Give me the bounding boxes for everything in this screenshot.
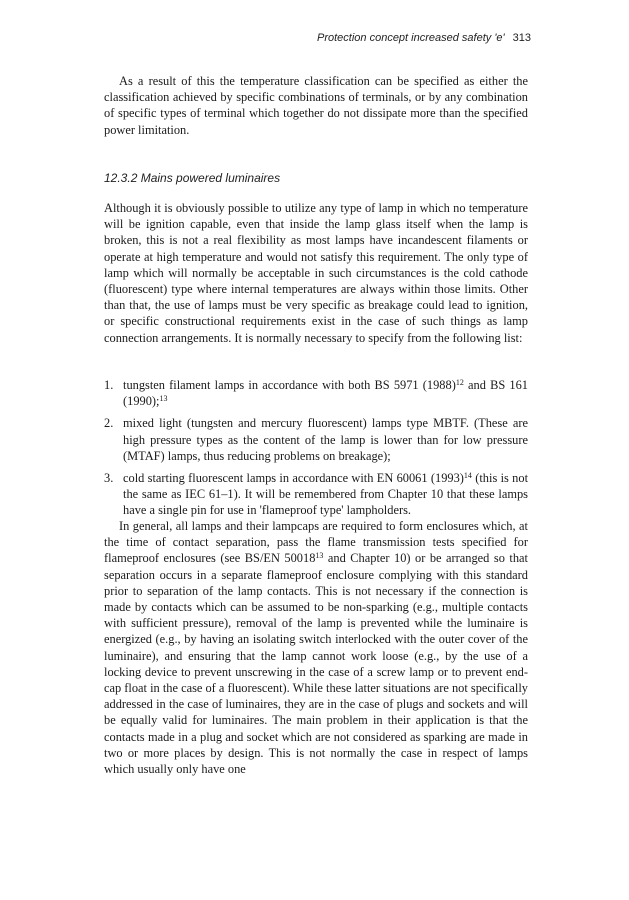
list-item-text: tungsten filament lamps in accordance with both BS 5971 (1988): [123, 378, 456, 392]
paragraph-text-part: In general, all lamps and their lampcaps are required to form enclosures which, at the time of contact separation, pass the flame transmission tests specified for flameproof enclosures (see BS/EN 50018: [104, 519, 528, 566]
paragraph-lamp-types: [104, 200, 528, 346]
paragraph-temperature-classification: [104, 73, 528, 138]
lamp-type-list: [104, 377, 528, 525]
running-head: [317, 32, 531, 44]
list-item: [104, 377, 528, 409]
paragraph-text: Although it is obviously possible to utilize any type of lamp in which no temperature will be ignition capable, even that inside the lamp glass itself when the lamp is broken, this is not a real flexibility as most lamps have incandescent filaments or operate at high temperature and would not satisfy this requirement. The only type of lamp which will normally be acceptable in such circumstances is the cold cathode (fluorescent) type where internal temperatures are always within those limits. Other than that, the use of lamps must be very specific as breakage could lead to ignition, or specific constructional requirements exist in the case of such things as lamp connection arrangements. It is normally necessary to specify from the following list:: [104, 201, 528, 345]
list-item-text: (this is not the same as IEC 61–1). It will be remembered from Chapter 10 that these lamps have a single pin for use in 'flameproof type' lampholders.: [123, 471, 529, 518]
paragraph-lampcaps-enclosures: [104, 518, 528, 777]
reference-superscript: 12: [455, 378, 464, 387]
list-item-number: 3.: [104, 471, 114, 486]
running-head-title: Protection concept increased safety 'e': [317, 32, 505, 44]
paragraph-text-part: and Chapter 10) or be arranged so that separation occurs in a separate flameproof enclosure complying with this standard prior to separation of the lamp contacts. This is not necessary if the connection is made by contacts which can be assumed to be non-sparking (e.g., multiple contacts with sufficient pressure), removal of the lamp is prevented while the luminaire is energized (e.g., by having an isolating switch interlocked with the outer cover of the luminaire), and ensuring that the lamp cannot work loose (e.g., by the use of a locking device to prevent unscrewing in the case of a screw lamp or to prevent end-cap float in the case of a fluorescent). While these latter situations are not specifically addressed in the case of luminaires, they are in the case of plugs and sockets and will be equally valid for luminaires. The main problem in their application is that the contacts made in a plug and socket which are not considered as sparking are made in two or more places by design. This is not normally the case in respect of lamps which usually only have one: [104, 551, 528, 777]
list-item-number: 2.: [104, 416, 114, 431]
list-item-text: mixed light (tungsten and mercury fluorescent) lamps type MBTF. (These are high pressure types as the content of the lamp is lower than for low pressure (MTAF) lamps, thus reducing problems on breakage);: [123, 416, 528, 463]
list-item: [104, 470, 528, 519]
reference-superscript: 13: [315, 551, 324, 561]
section-heading: 12.3.2 Mains powered luminaires: [104, 171, 281, 185]
list-item-text: cold starting fluorescent lamps in accordance with EN 60061 (1993): [123, 471, 464, 486]
page-number: 313: [512, 32, 531, 44]
reference-superscript: 14: [463, 471, 472, 481]
list-item: [104, 415, 528, 464]
reference-superscript: 13: [159, 394, 168, 404]
list-item-text: and BS 161 (1990);: [123, 378, 528, 409]
paragraph-text: As a result of this the temperature classification can be specified as either the classification achieved by specific combinations of terminals, or by any combination of specific types of terminal which together do not dissipate more than the specified power limitation.: [104, 74, 528, 137]
paragraph-text: [104, 518, 528, 777]
list-item-number: 1.: [104, 378, 114, 392]
